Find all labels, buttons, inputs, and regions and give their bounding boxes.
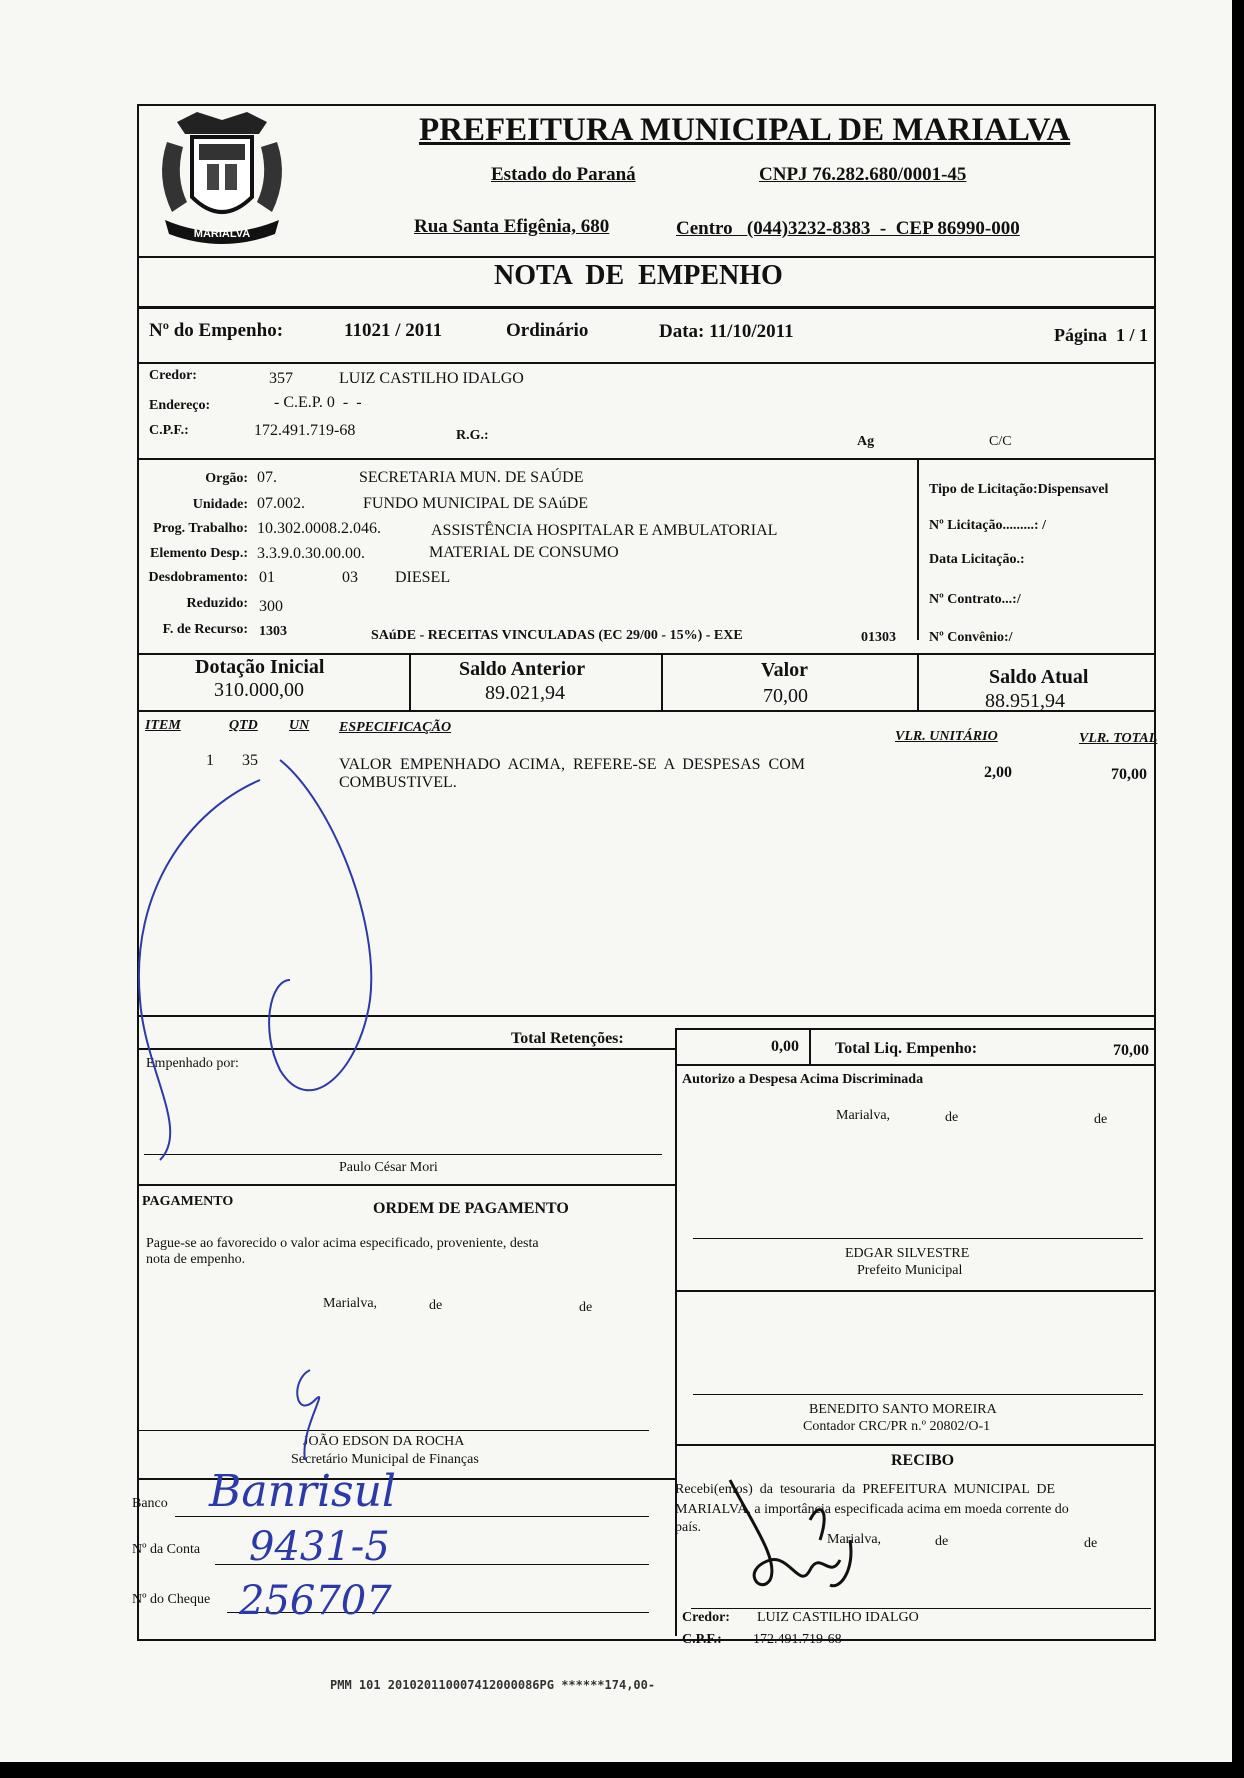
numero-convenio: Nº Convênio:/ [929, 630, 1013, 645]
pagamento-texto-2: nota de empenho. [146, 1252, 246, 1267]
elemento-label: Elemento Desp.: [150, 546, 248, 561]
doc-title: NOTA DE EMPENHO [494, 260, 783, 291]
recurso-label: F. de Recurso: [162, 622, 248, 637]
col-item-header: ITEM [145, 718, 181, 733]
recibo-credor-nome: LUIZ CASTILHO IDALGO [757, 1610, 919, 1625]
divider [139, 1184, 675, 1186]
secretario-cargo: Secretário Municipal de Finanças [291, 1452, 479, 1467]
empenho-numero: 11021 / 2011 [344, 320, 443, 341]
empenho-pagina: Página 1 / 1 [1054, 325, 1149, 345]
ag-label: Ag [857, 434, 875, 449]
endereco-prefeitura: Rua Santa Efigênia, 680 [414, 216, 610, 237]
cnpj-label: CNPJ 76.282.680/0001-45 [759, 164, 967, 185]
data-licitacao: Data Licitação.: [929, 552, 1025, 567]
divider [675, 1444, 1154, 1446]
divider [675, 1028, 677, 1636]
cc-label: C/C [989, 434, 1012, 449]
autorizo-de2: de [1094, 1112, 1108, 1127]
handwritten-signature-recibo [710, 1460, 870, 1600]
contador-cargo: Contador CRC/PR n.º 20802/O-1 [803, 1419, 991, 1434]
recibo-de2: de [1084, 1536, 1098, 1551]
col-unitario-header: VLR. UNITÁRIO [895, 729, 998, 744]
autorizo-de1: de [945, 1110, 959, 1125]
cheque-manuscrito: 256707 [239, 1578, 392, 1624]
divider [675, 1290, 1154, 1292]
divider [139, 710, 1154, 712]
tipo-licitacao: Tipo de Licitação:Dispensavel [929, 482, 1109, 497]
prog-trabalho-nome: ASSISTÊNCIA HOSPITALAR E AMBULATORIAL [431, 522, 778, 539]
dotacao-inicial-valor: 310.000,00 [214, 679, 304, 701]
saldo-atual-label: Saldo Atual [989, 666, 1089, 688]
desdobramento-a: 01 [259, 569, 275, 586]
row-item: 1 [206, 752, 214, 769]
total-retencoes-label: Total Retenções: [511, 1030, 624, 1047]
elemento-codigo: 3.3.9.0.30.00.00. [257, 545, 365, 562]
ordem-pagamento-label: ORDEM DE PAGAMENTO [373, 1200, 569, 1217]
svg-text:MARIALVA: MARIALVA [193, 228, 251, 240]
numero-licitacao: Nº Licitação.........: / [929, 518, 1046, 533]
autorizo-local: Marialva, [836, 1108, 891, 1123]
endereco-label: Endereço: [149, 398, 211, 413]
cheque-label: Nº do Cheque [132, 1592, 211, 1607]
divider [139, 362, 1154, 364]
contador-nome: BENEDITO SANTO MOREIRA [809, 1402, 997, 1417]
saldo-anterior-valor: 89.021,94 [485, 682, 565, 704]
reduzido-valor: 300 [259, 598, 283, 615]
orgao-nome: SECRETARIA MUN. DE SAÚDE [359, 469, 584, 486]
autorizo-label: Autorizo a Despesa Acima Discriminada [682, 1072, 924, 1087]
empenho-numero-label: Nº do Empenho: [149, 320, 284, 341]
conta-label: Nº da Conta [132, 1542, 201, 1557]
recibo-credor-label: Credor: [682, 1610, 730, 1625]
valor-label: Valor [761, 659, 809, 681]
divider [809, 1028, 811, 1064]
divider [139, 653, 1154, 655]
recibo-cpf-valor: 172.491.719-68 [753, 1632, 842, 1647]
col-espec-header: ESPECIFICAÇÃO [339, 720, 452, 735]
contato-prefeitura: Centro (044)3232-8383 - CEP 86990-000 [676, 218, 1020, 239]
signature-line [693, 1394, 1143, 1395]
col-total-header: VLR. TOTAL [1079, 731, 1158, 746]
desdobramento-nome: DIESEL [395, 569, 451, 586]
rodape-autenticacao: PMM 101 201020110007412000086PG ******174,00- [330, 1678, 656, 1692]
dotacao-inicial-label: Dotação Inicial [195, 656, 325, 678]
elemento-nome: MATERIAL DE CONSUMO [429, 544, 619, 561]
divider [675, 1064, 1154, 1066]
pagamento-de2: de [579, 1300, 593, 1315]
reduzido-label: Reduzido: [186, 596, 248, 611]
recibo-texto-2: MARIALVA, a importância especificada acima em moeda corrente do [675, 1502, 1069, 1517]
recibo-label: RECIBO [891, 1452, 955, 1469]
recurso-codigo: 1303 [259, 624, 287, 639]
cpf-label: C.P.F.: [149, 423, 189, 438]
unidade-label: Unidade: [192, 497, 248, 512]
recibo-texto-3: país. [675, 1520, 702, 1535]
desdobramento-label: Desdobramento: [148, 570, 248, 585]
divider [139, 306, 1154, 309]
credor-nome: LUIZ CASTILHO IDALGO [339, 370, 524, 387]
col-un-header: UN [289, 718, 310, 733]
saldo-anterior-label: Saldo Anterior [459, 658, 586, 680]
prog-trabalho-codigo: 10.302.0008.2.046. [257, 520, 381, 537]
prog-trabalho-label: Prog. Trabalho: [153, 521, 248, 536]
col-qtd-header: QTD [229, 718, 258, 733]
credor-label: Credor: [149, 368, 197, 383]
row-unitario: 2,00 [984, 764, 1012, 781]
pagamento-de1: de [429, 1298, 443, 1313]
divider [917, 653, 919, 710]
row-espec-line2: COMBUSTIVEL. [339, 774, 457, 791]
row-qtd: 35 [242, 752, 258, 769]
credor-cpf: 172.491.719-68 [254, 422, 356, 439]
recibo-de1: de [935, 1534, 949, 1549]
total-liquido-label: Total Liq. Empenho: [835, 1040, 978, 1057]
banco-label: Banco [132, 1496, 168, 1511]
recibo-texto-1: Recebi(emos) da tesouraria da PREFEITURA MUNICIPAL DE [675, 1482, 1056, 1497]
total-liquido-valor: 70,00 [1113, 1042, 1149, 1059]
divider [917, 458, 919, 640]
orgao-label: Orgão: [205, 471, 248, 486]
row-total: 70,00 [1111, 766, 1147, 783]
divider [661, 653, 663, 710]
total-retencoes-valor: 0,00 [771, 1038, 799, 1055]
empenho-tipo: Ordinário [506, 320, 589, 341]
row-espec-line1: VALOR EMPENHADO ACIMA, REFERE-SE A DESPESAS COM [339, 756, 805, 773]
conta-manuscrita: 9431-5 [249, 1524, 390, 1570]
recibo-cpf-label: C.P.F.: [682, 1632, 722, 1647]
signature-line [139, 1430, 649, 1431]
empenhado-por-nome: Paulo César Mori [339, 1160, 438, 1175]
banco-manuscrito: Banrisul [209, 1466, 396, 1517]
signature-line [691, 1608, 1151, 1609]
prefeitura-title: PREFEITURA MUNICIPAL DE MARIALVA [419, 112, 1071, 148]
valor-valor: 70,00 [763, 685, 808, 707]
handwritten-signature-empenhado [110, 740, 440, 1180]
empenhado-por-label: Empenhado por: [146, 1056, 239, 1071]
pagamento-local: Marialva, [323, 1296, 378, 1311]
desdobramento-b: 03 [342, 569, 358, 586]
recurso-numero: 01303 [861, 630, 896, 645]
unidade-codigo: 07.002. [257, 495, 305, 512]
divider [139, 256, 1154, 258]
saldo-atual-valor: 88.951,94 [985, 690, 1065, 712]
secretario-nome: JOÃO EDSON DA ROCHA [303, 1434, 465, 1449]
divider [139, 458, 1154, 460]
pagamento-label: PAGAMENTO [142, 1194, 234, 1209]
estado-label: Estado do Paraná [491, 164, 636, 185]
numero-contrato: Nº Contrato...:/ [929, 592, 1021, 607]
prefeito-cargo: Prefeito Municipal [857, 1263, 963, 1278]
credor-codigo: 357 [269, 370, 293, 387]
unidade-nome: FUNDO MUNICIPAL DE SAúDE [363, 495, 589, 512]
recibo-local: Marialva, [827, 1532, 882, 1547]
divider [409, 653, 411, 710]
handwritten-signature-secretario [270, 1360, 350, 1470]
rg-label: R.G.: [456, 428, 489, 443]
recurso-nome: SAúDE - RECEITAS VINCULADAS (EC 29/00 - 15%) - EXE [371, 628, 743, 643]
credor-endereco: - C.E.P. 0 - - [274, 394, 362, 411]
prefeito-nome: EDGAR SILVESTRE [845, 1246, 970, 1261]
coat-of-arms-logo [147, 102, 297, 252]
orgao-codigo: 07. [257, 469, 277, 486]
empenho-data: Data: 11/10/2011 [659, 321, 794, 342]
divider [675, 1028, 1154, 1030]
signature-line [693, 1238, 1143, 1239]
pagamento-texto-1: Pague-se ao favorecido o valor acima especificado, proveniente, desta [146, 1236, 539, 1251]
